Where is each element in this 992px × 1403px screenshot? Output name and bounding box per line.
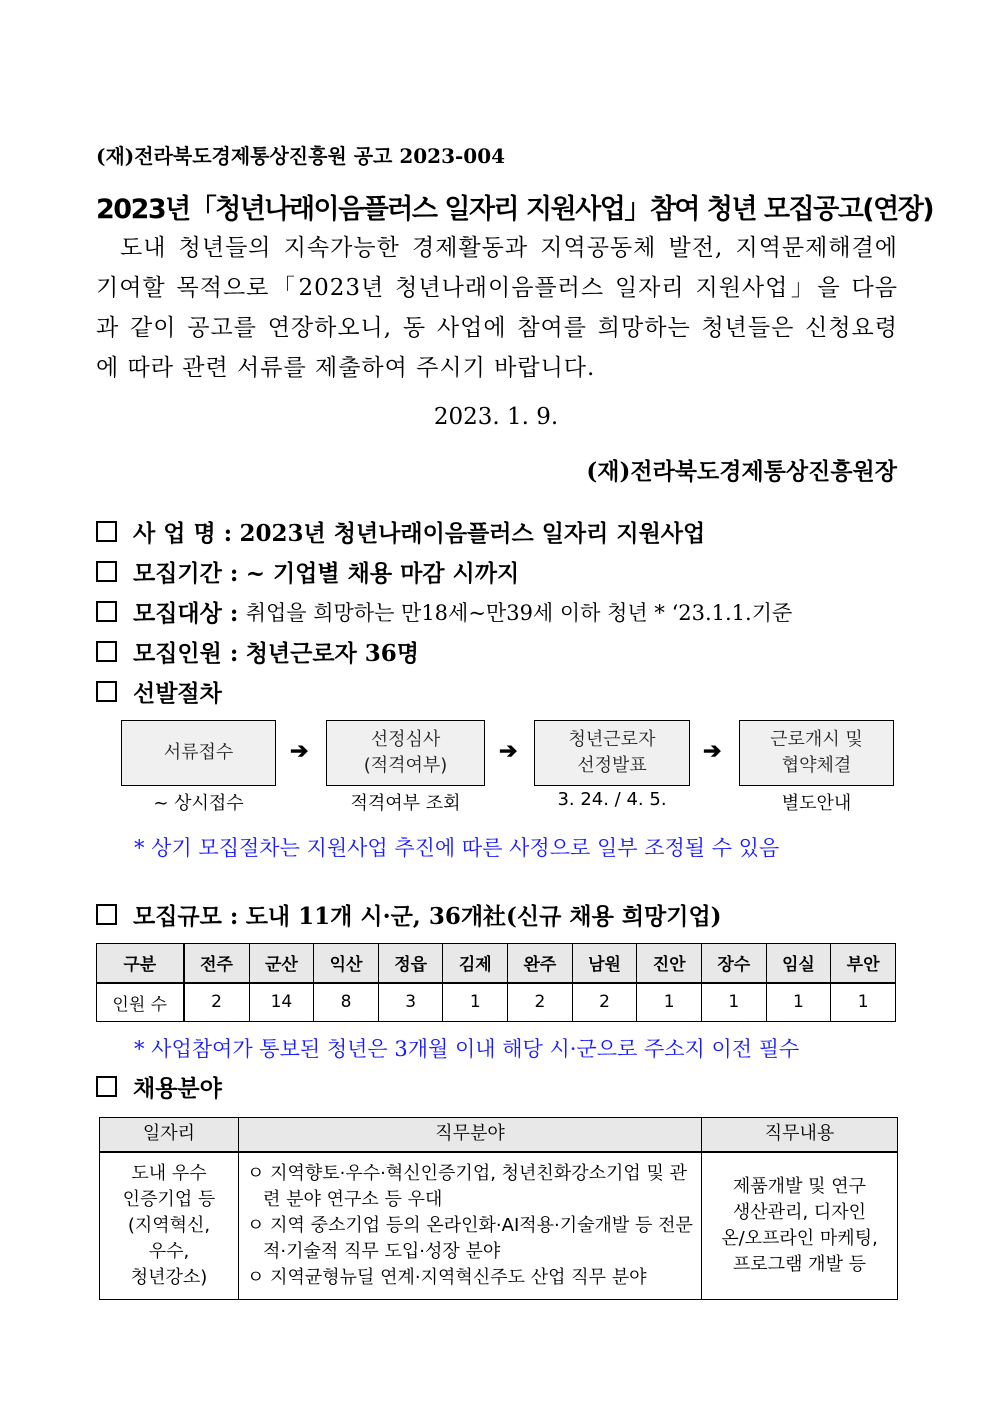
table-row <box>100 1152 898 1300</box>
item-label: 모집기간 : <box>133 560 239 587</box>
item-business-name <box>96 515 705 548</box>
field-item: ㅇ 지역균형뉴딜 연계·지역혁신주도 산업 직무 분야 <box>247 1266 647 1288</box>
table-cell: 2 <box>572 983 637 1022</box>
header-cell: 익산 <box>314 944 379 983</box>
content-line: 프로그램 개발 등 <box>732 1253 867 1275</box>
notice-number: (재)전라북도경제통상진흥원 공고 2023-004 <box>96 144 506 168</box>
item-procedure <box>96 675 222 708</box>
table-cell: 1 <box>637 983 702 1022</box>
arrow-right-icon: ➔ <box>499 738 518 764</box>
table-header-row <box>100 1118 898 1152</box>
header-cell: 임실 <box>766 944 831 983</box>
step-label: 근로개시 및 <box>770 729 863 750</box>
header-field: 직무분야 <box>239 1118 702 1152</box>
step-label: (적격여부) <box>363 755 448 776</box>
item-target <box>96 595 792 628</box>
field-table <box>99 1117 898 1300</box>
step-sub-1: ~ 상시접수 <box>153 793 244 814</box>
process-note: * 상기 모집절차는 지원사업 추진에 따른 사정으로 일부 조정될 수 있음 <box>134 836 780 860</box>
checkbox-icon <box>96 601 117 622</box>
job-line: 우수, <box>148 1240 190 1262</box>
step-label: 선정발표 <box>577 755 647 776</box>
item-fields <box>96 1070 222 1103</box>
process-step-4 <box>739 720 894 786</box>
table-cell: 8 <box>314 983 379 1022</box>
job-line: 청년강소) <box>130 1266 208 1288</box>
region-table <box>96 943 896 1022</box>
item-headcount <box>96 635 419 668</box>
header-cell: 구분 <box>97 944 184 983</box>
table-cell: 1 <box>831 983 896 1022</box>
process-step-3 <box>534 720 690 786</box>
table-cell: 14 <box>249 983 314 1022</box>
step-label: 청년근로자 <box>568 729 656 750</box>
item-value: 청년근로자 36명 <box>245 640 420 667</box>
step-label: 서류접수 <box>163 742 234 763</box>
field-cell <box>239 1152 702 1300</box>
header-cell: 완주 <box>508 944 573 983</box>
checkbox-icon <box>96 904 117 925</box>
step-label: 협약체결 <box>781 755 852 776</box>
step-sub-4: 별도안내 <box>781 793 852 814</box>
checkbox-icon <box>96 681 117 702</box>
content-cell <box>702 1152 898 1300</box>
header-cell: 남원 <box>572 944 637 983</box>
table-cell: 1 <box>701 983 766 1022</box>
job-line: 도내 우수 <box>131 1162 207 1184</box>
page-title: 2023년「청년나래이음플러스 일자리 지원사업」참여 청년 모집공고(연장) <box>96 194 934 225</box>
header-cell: 장수 <box>701 944 766 983</box>
content-line: 제품개발 및 연구 <box>732 1175 867 1197</box>
checkbox-icon <box>96 641 117 662</box>
table-cell: 1 <box>766 983 831 1022</box>
table-cell: 2 <box>508 983 573 1022</box>
header-cell: 김제 <box>443 944 508 983</box>
arrow-right-icon: ➔ <box>703 738 722 764</box>
region-note: * 사업참여가 통보된 청년은 3개월 이내 해당 시·군으로 주소지 이전 필수 <box>134 1037 800 1061</box>
item-value: 2023년 청년나래이음플러스 일자리 지원사업 <box>239 520 706 547</box>
table-cell: 1 <box>443 983 508 1022</box>
item-period <box>96 555 519 588</box>
content-line: 생산관리, 디자인 <box>732 1201 867 1223</box>
content-line: 온/오프라인 마케팅, <box>721 1227 878 1249</box>
item-label: 모집인원 : <box>133 640 239 667</box>
header-cell: 진안 <box>637 944 702 983</box>
header-cell: 전주 <box>184 944 250 983</box>
table-cell: 3 <box>378 983 443 1022</box>
header-cell: 군산 <box>249 944 314 983</box>
step-label: 선정심사 <box>370 729 441 750</box>
header-cell: 정읍 <box>378 944 443 983</box>
item-label: 채용분야 <box>133 1075 222 1102</box>
item-label: 모집대상 : <box>133 600 239 627</box>
field-item: ㅇ 지역향토·우수·혁신인증기업, 청년친화강소기업 및 관련 분야 연구소 등 우대 <box>247 1162 687 1210</box>
step-sub-2: 적격여부 조회 <box>350 793 461 814</box>
table-header-row <box>97 944 896 983</box>
notice-date: 2023. 1. 9. <box>433 404 559 430</box>
item-value: 취업을 희망하는 만18세~만39세 이하 청년 * ‘23.1.1.기준 <box>245 600 793 625</box>
table-cell: 인원 수 <box>97 983 184 1022</box>
item-label: 모집규모 : <box>133 903 239 930</box>
process-step-2 <box>326 720 485 786</box>
job-cell <box>100 1152 239 1300</box>
process-step-1 <box>121 720 276 786</box>
item-label: 사 업 명 : <box>133 520 233 547</box>
item-value: 도내 11개 시·군, 36개社(신규 채용 희망기업) <box>245 903 722 930</box>
item-scale <box>96 898 722 931</box>
item-label: 선발절차 <box>133 680 222 707</box>
header-content: 직무내용 <box>702 1118 898 1152</box>
intro-paragraph: 도내 청년들의 지속가능한 경제활동과 지역공동체 발전, 지역문제해결에 기여할 목적으로「2023년 청년나래이음플러스 일자리 지원사업」을 다음과 같이 공고를 연장하오니, 동 사업에 참여를 희망하는 청년들은 신청요령에 따라 관련 서류를 제출하여 주시기 바랍니다. <box>96 235 898 381</box>
step-sub-3: 3. 24. / 4. 5. <box>557 789 667 810</box>
arrow-right-icon: ➔ <box>290 738 309 764</box>
checkbox-icon <box>96 1076 117 1097</box>
field-item: ㅇ 지역 중소기업 등의 온라인화·AI적용·기술개발 등 전문적·기술적 직무 도입·성장 분야 <box>247 1214 693 1262</box>
checkbox-icon <box>96 561 117 582</box>
table-cell: 2 <box>184 983 250 1022</box>
job-line: 인증기업 등 <box>122 1188 216 1210</box>
table-row <box>97 983 896 1022</box>
signature: (재)전라북도경제통상진흥원장 <box>586 458 897 485</box>
item-value: ~ 기업별 채용 마감 시까지 <box>245 560 520 587</box>
header-job: 일자리 <box>100 1118 239 1152</box>
checkbox-icon <box>96 521 117 542</box>
job-line: (지역혁신, <box>127 1214 211 1236</box>
header-cell: 부안 <box>831 944 896 983</box>
